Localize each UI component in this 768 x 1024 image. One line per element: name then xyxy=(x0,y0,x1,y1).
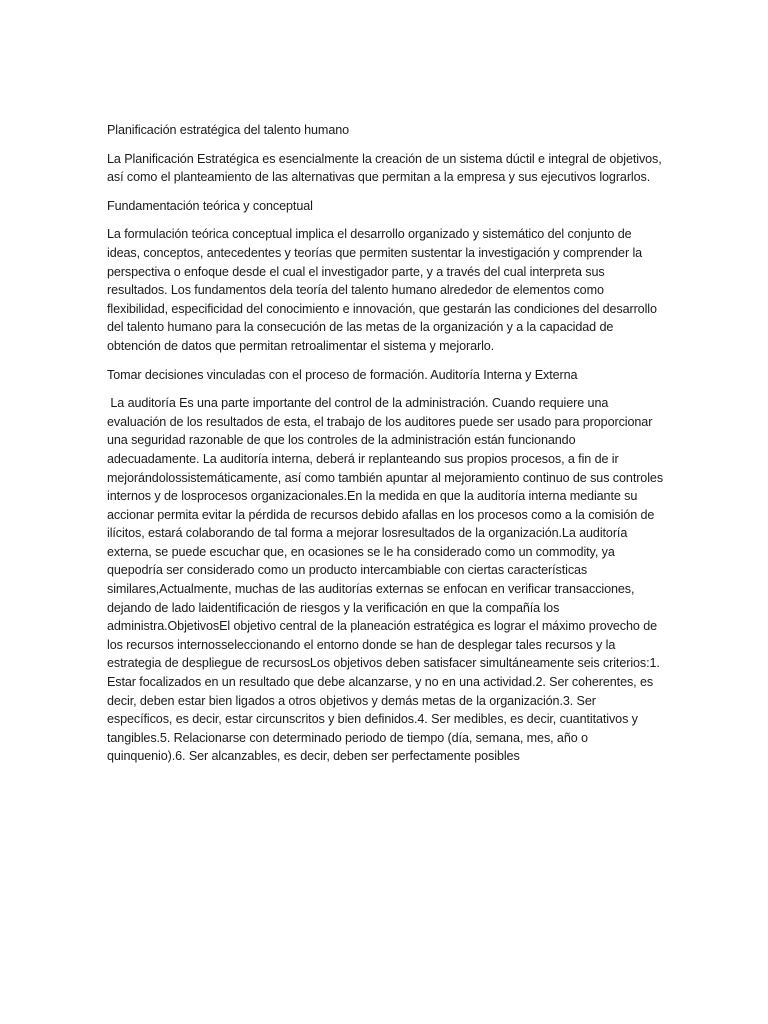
section-body-auditoria: La auditoría Es una parte importante del control de la administración. Cuando requiere una evaluación de los resultados de esta, el trabajo de los auditores puede ser usado para proporcionar una seguridad razonable de que los controles de la administración están funcionando adecuadamente. La auditoría interna, deberá ir replanteando sus propios procesos, a fin de ir mejorándolossistemáticamente, así como también apuntar al mejoramiento continuo de sus controles internos y de losprocesos organizacionales.En la medida en que la auditoría interna mediante su accionar permita evitar la pérdida de recursos debido afallas en los procesos como a la comisión de ilícitos, estará colaborando de tal forma a mejorar losresultados de la organización.La auditoría externa, se puede escuchar que, en ocasiones se le ha considerado como un commodity, ya quepodría ser considerado como un producto intercambiable con ciertas características similares,Actualmente, muchas de las auditorías externas se enfocan en verificar transacciones, dejando de lado laidentificación de riesgos y la verificación en que la compañía los administra.ObjetivosEl objetivo central de la planeación estratégica es lograr el máximo provecho de los recursos internosseleccionando el entorno donde se han de desplegar tales recursos y la estrategia de despliegue de recursosLos objetivos deben satisfacer simultáneamente seis criterios:1. Estar focalizados en un resultado que debe alcanzarse, y no en una actividad.2. Ser coherentes, es decir, deben estar bien ligados a otros objetivos y demás metas de la organización.3. Ser específicos, es decir, estar circunscritos y bien definidos.4. Ser medibles, es decir, cuantitativos y tangibles.5. Relacionarse con determinado periodo de tiempo (día, semana, mes, año o quinquenio).6. Ser alcanzables, es decir, deben ser perfectamente posibles xyxy=(107,396,667,764)
section-body-fundamentacion: La formulación teórica conceptual implica el desarrollo organizado y sistemático del conjunto de ideas, conceptos, antecedentes y teorías que permiten sustentar la investigación y comprender la perspectiva o enfoque desde el cual el investigador parte, y a través del cual interpreta sus resultados. Los fundamentos dela teoría del talento humano alrededor de elementos como flexibilidad, especificidad del conocimiento e innovación, que gestarán las condiciones del desarrollo del talento humano para la consecución de las metas de la organización y a la capacidad de obtención de datos que permitan retroalimentar el sistema y mejorarlo. xyxy=(107,227,661,353)
intro-paragraph: La Planificación Estratégica es esencialmente la creación de un sistema dúctil e integral de objetivos, así como el planteamiento de las alternativas que permitan a la empresa y sus ejecutivos lograrlos. xyxy=(107,151,666,185)
section-heading-fundamentacion: Fundamentación teórica y conceptual xyxy=(107,198,313,213)
section-heading-auditoria: Tomar decisiones vinculadas con el proceso de formación. Auditoría Interna y Externa xyxy=(107,367,578,382)
document-page xyxy=(107,121,667,776)
document-title: Planificación estratégica del talento humano xyxy=(107,123,350,137)
